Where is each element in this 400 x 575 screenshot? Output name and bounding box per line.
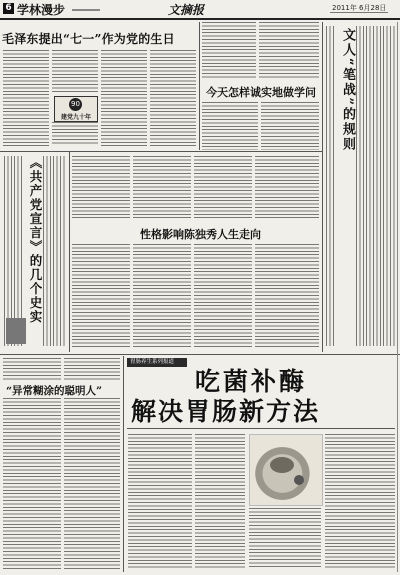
ad-tag-label: 胃肠养生系列报道 <box>130 359 175 365</box>
emblem-icon: 90 <box>69 98 82 111</box>
mao-body <box>52 122 98 146</box>
bacteria-icon <box>270 457 294 473</box>
mao-body <box>52 50 98 94</box>
xingge-body <box>72 156 130 220</box>
mao-body <box>3 50 49 146</box>
xingge-body <box>194 156 252 220</box>
mao-body <box>101 50 147 146</box>
article-body <box>259 22 319 80</box>
mao-body <box>150 50 196 146</box>
xingge-body <box>255 156 319 220</box>
congming-body <box>64 358 120 380</box>
masthead <box>0 0 400 18</box>
ad-section <box>125 356 398 572</box>
wenren-headline: 文人“笔战”的规则 <box>340 28 355 152</box>
wenren-body <box>326 26 336 346</box>
ad-stomach-illustration <box>249 434 323 506</box>
ad-body <box>128 434 192 568</box>
congming-headline: “异常糊涂的聪明人” <box>6 385 103 397</box>
column-rule <box>123 356 124 572</box>
xingge-body <box>133 244 191 348</box>
ad-headline-line2: 解决胃肠新方法 <box>131 397 321 426</box>
shixue-body <box>261 102 319 150</box>
xingge-headline: 性格影响陈独秀人生走向 <box>140 228 261 241</box>
column-rule <box>397 22 398 572</box>
shixue-body <box>202 102 258 150</box>
congming-body <box>3 358 61 380</box>
date: 2011年 6月28日 <box>332 4 387 12</box>
xingge-body <box>194 244 252 348</box>
xingge-body <box>255 244 319 348</box>
section-rule <box>0 354 400 355</box>
page-number: 6 <box>3 3 14 14</box>
congming-body <box>64 398 120 570</box>
masthead-subline <box>330 12 388 15</box>
ad-body <box>249 508 321 568</box>
party-anniversary-emblem <box>54 96 98 122</box>
ad-body <box>325 434 395 568</box>
shixue-headline: 今天怎样诚实地做学问 <box>206 86 316 99</box>
newspaper-name: 文摘报 <box>168 3 205 17</box>
history-headline: 《共产党宣言》的几个史实 <box>28 156 43 324</box>
masthead-rule <box>0 18 400 20</box>
emblem-caption: 建党九十年 <box>60 114 91 121</box>
mao-headline: 毛泽东提出“七一”作为党的生日 <box>2 32 175 46</box>
wenren-body <box>356 26 396 346</box>
column-rule <box>322 22 323 352</box>
xingge-body <box>133 156 191 220</box>
column-rule <box>69 152 70 352</box>
ad-headline-line1: 吃菌补酶 <box>195 367 308 396</box>
bacteria-icon <box>294 475 304 485</box>
xingge-body <box>72 244 130 348</box>
ad-tag <box>127 358 187 367</box>
ad-body <box>195 434 245 568</box>
history-portrait-image <box>6 318 26 344</box>
ad-rule <box>127 428 395 429</box>
congming-body <box>3 398 61 570</box>
section-title-underline-deco <box>72 9 100 11</box>
column-rule <box>199 22 200 150</box>
section-rule <box>0 151 322 152</box>
article-body <box>202 22 256 80</box>
section-title: 学林漫步 <box>17 3 66 17</box>
history-body <box>43 156 67 346</box>
